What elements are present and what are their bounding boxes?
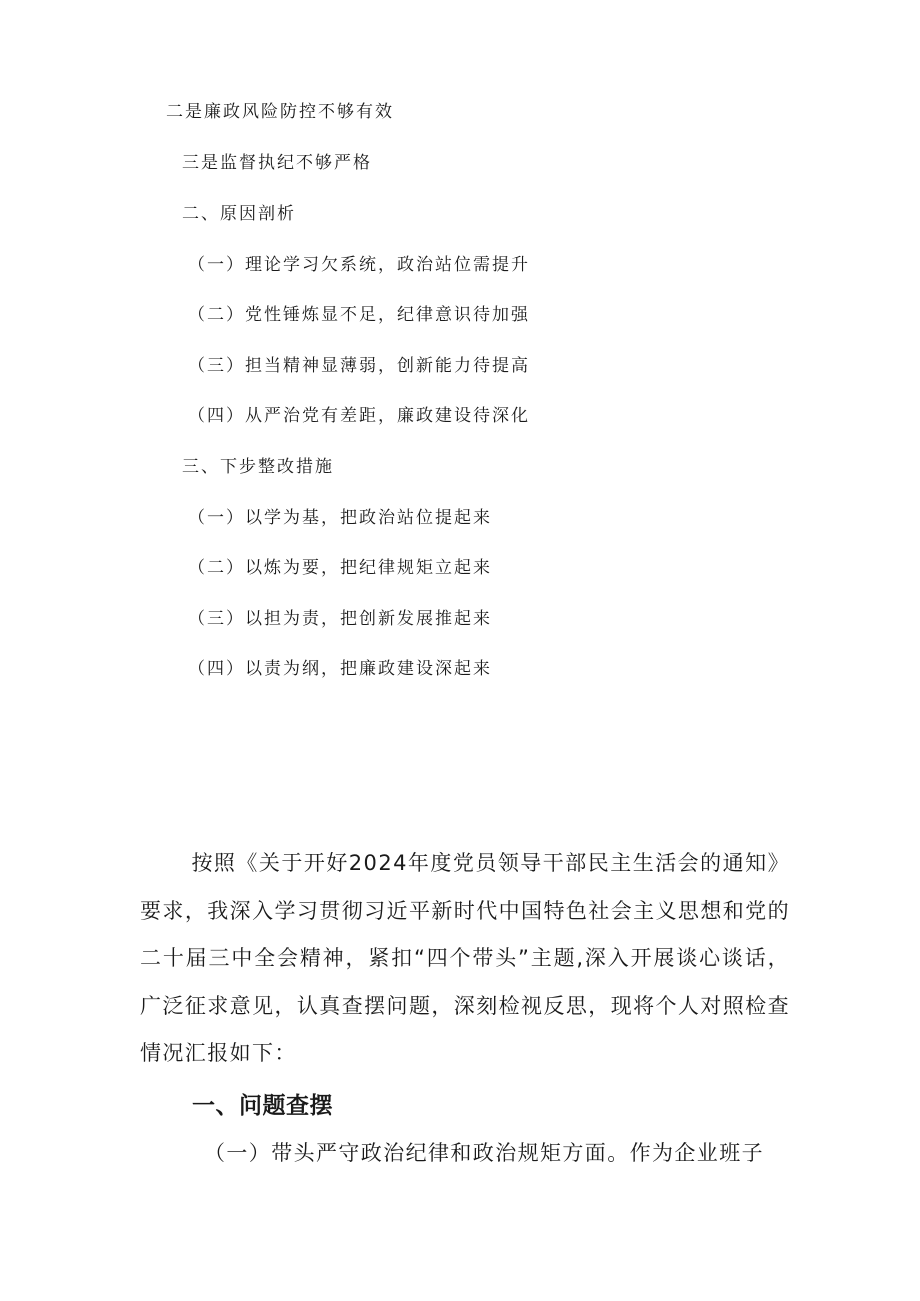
section-3-item-4: （四）以责为纲，把廉政建设深起来 <box>188 659 492 679</box>
report-body <box>140 840 790 1078</box>
outline-item-2: 二是廉政风险防控不够有效 <box>166 102 394 122</box>
subheading-political-discipline: （一）带头严守政治纪律和政治规矩方面。作为企业班子 <box>204 1141 764 1165</box>
section-3-item-2: （二）以炼为要，把纪律规矩立起来 <box>188 558 492 578</box>
section-3-item-3: （三）以担为责，把创新发展推起来 <box>188 609 492 629</box>
section-2-title: 二、原因剖析 <box>182 204 296 224</box>
section-3-item-1: （一）以学为基，把政治站位提起来 <box>188 508 492 528</box>
section-3-title: 三、下步整改措施 <box>182 457 334 477</box>
intro-paragraph: 按照《关于开好2024年度党员领导干部民主生活会的通知》要求，我深入学习贯彻习近平新时代中国特色社会主义思想和党的二十届三中全会精神，紧扣“四个带头”主题,深入开展谈心谈话，广泛征求意见，认真查摆问题，深刻检视反思，现将个人对照检查情况汇报如下： <box>140 851 790 1065</box>
section-2-item-2: （二）党性锤炼显不足，纪律意识待加强 <box>188 305 530 325</box>
heading-problem-review: 一、问题查摆 <box>192 1093 333 1119</box>
section-2-item-4: （四）从严治党有差距，廉政建设待深化 <box>188 406 530 426</box>
outline-item-3: 三是监督执纪不够严格 <box>182 153 372 173</box>
section-2-item-3: （三）担当精神显薄弱，创新能力待提高 <box>188 356 530 376</box>
section-2-item-1: （一）理论学习欠系统，政治站位需提升 <box>188 255 530 275</box>
